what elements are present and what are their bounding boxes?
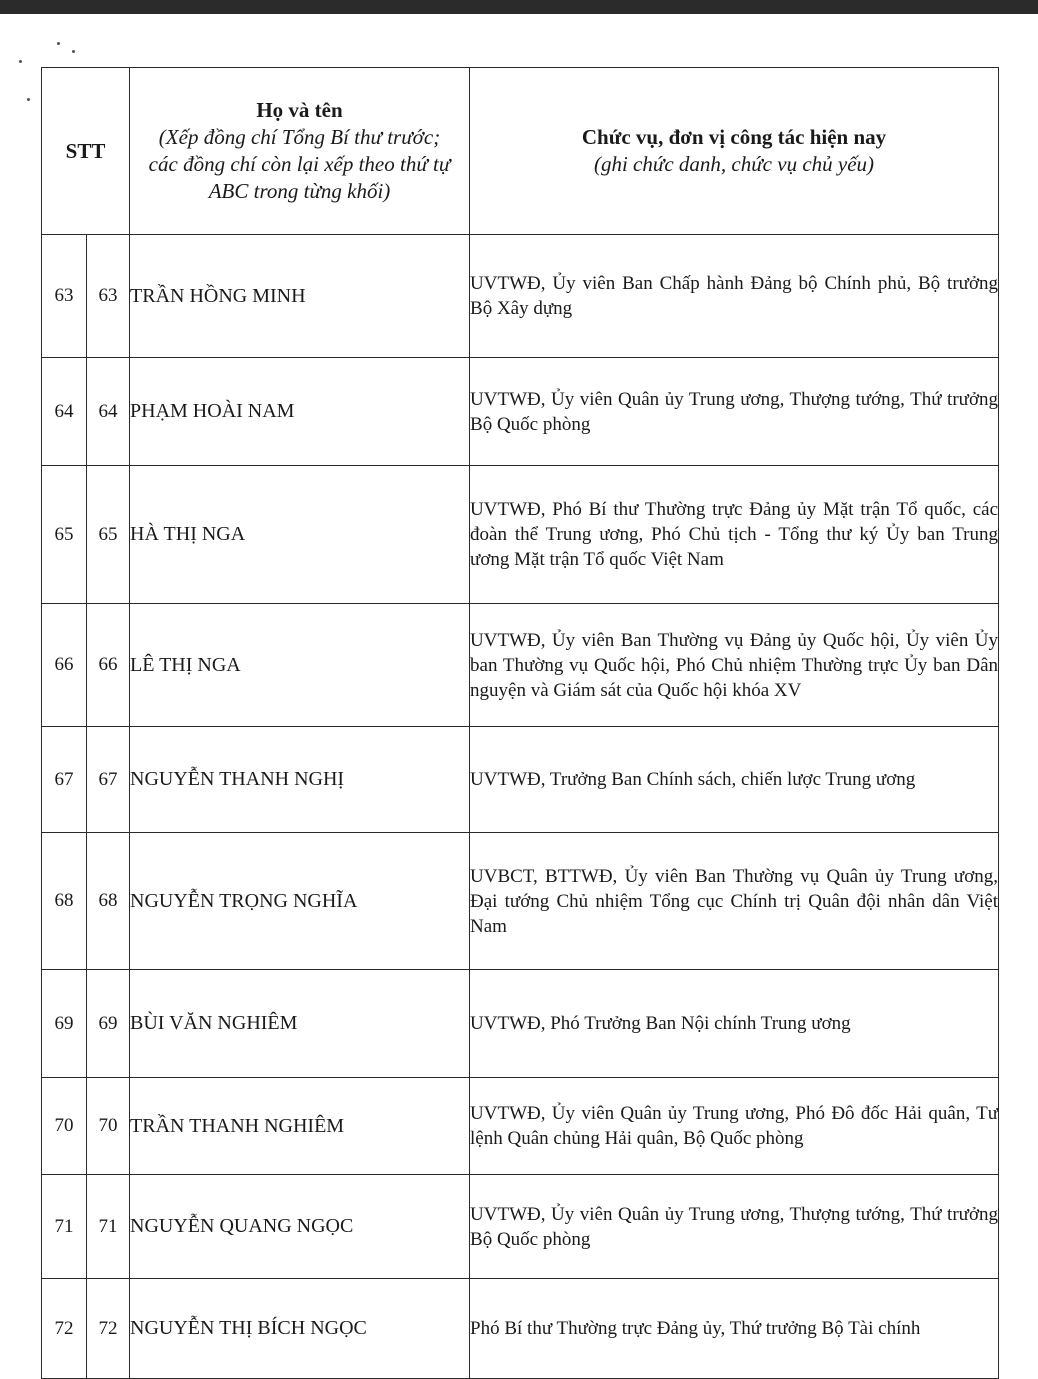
- member-name: NGUYỄN THỊ BÍCH NGỌC: [130, 1279, 470, 1379]
- member-position: UVTWĐ, Ủy viên Quân ủy Trung ương, Phó Đô đốc Hải quân, Tư lệnh Quân chủng Hải quân, Bộ Quốc phòng: [470, 1078, 999, 1175]
- table-row: [42, 1175, 999, 1279]
- stt-column-header: STT: [42, 68, 130, 235]
- scan-speck: [72, 50, 75, 53]
- name-header-note-1: (Xếp đồng chí Tổng Bí thư trước;: [158, 125, 441, 149]
- name-header-note-2: các đồng chí còn lại xếp theo thứ tự: [148, 152, 451, 176]
- row-sub-index: 64: [87, 358, 130, 466]
- row-index: 70: [42, 1078, 87, 1175]
- table-row: [42, 970, 999, 1078]
- row-index: 69: [42, 970, 87, 1078]
- row-index: 65: [42, 466, 87, 604]
- member-name: NGUYỄN TRỌNG NGHĨA: [130, 833, 470, 970]
- table-row: [42, 1279, 999, 1379]
- row-index: 66: [42, 604, 87, 727]
- row-index: 72: [42, 1279, 87, 1379]
- member-position: UVTWĐ, Phó Bí thư Thường trực Đảng ủy Mặt trận Tổ quốc, các đoàn thể Trung ương, Phó Chủ tịch - Tổng thư ký Ủy ban Trung ương Mặt trận Tổ quốc Việt Nam: [470, 466, 999, 604]
- table-header-row: [42, 68, 999, 235]
- name-header-title: Họ và tên: [256, 98, 343, 122]
- position-header-note: (ghi chức danh, chức vụ chủ yếu): [593, 152, 875, 176]
- member-name: NGUYỄN QUANG NGỌC: [130, 1175, 470, 1279]
- scan-speck: [27, 98, 30, 101]
- table-row: [42, 1078, 999, 1175]
- row-sub-index: 72: [87, 1279, 130, 1379]
- position-header-title: Chức vụ, đơn vị công tác hiện nay: [581, 125, 887, 149]
- table-row: [42, 604, 999, 727]
- name-header-note-3: ABC trong từng khối): [208, 179, 391, 203]
- row-index: 67: [42, 727, 87, 833]
- row-index: 64: [42, 358, 87, 466]
- member-position: UVTWĐ, Ủy viên Quân ủy Trung ương, Thượng tướng, Thứ trưởng Bộ Quốc phòng: [470, 1175, 999, 1279]
- row-sub-index: 63: [87, 235, 130, 358]
- row-index: 71: [42, 1175, 87, 1279]
- member-name: NGUYỄN THANH NGHỊ: [130, 727, 470, 833]
- member-position: UVTWĐ, Ủy viên Ban Chấp hành Đảng bộ Chính phủ, Bộ trưởng Bộ Xây dựng: [470, 235, 999, 358]
- row-index: 63: [42, 235, 87, 358]
- table-row: [42, 727, 999, 833]
- row-sub-index: 71: [87, 1175, 130, 1279]
- scan-speck: [19, 60, 22, 63]
- table-row: [42, 358, 999, 466]
- member-position: UVBCT, BTTWĐ, Ủy viên Ban Thường vụ Quân ủy Trung ương, Đại tướng Chủ nhiệm Tổng cục Chính trị Quân đội nhân dân Việt Nam: [470, 833, 999, 970]
- row-sub-index: 68: [87, 833, 130, 970]
- table-row: [42, 235, 999, 358]
- member-name: TRẦN THANH NGHIÊM: [130, 1078, 470, 1175]
- row-sub-index: 65: [87, 466, 130, 604]
- member-name: PHẠM HOÀI NAM: [130, 358, 470, 466]
- member-name: BÙI VĂN NGHIÊM: [130, 970, 470, 1078]
- member-position: UVTWĐ, Phó Trưởng Ban Nội chính Trung ương: [470, 970, 999, 1078]
- name-column-header: [130, 68, 470, 235]
- table-row: [42, 833, 999, 970]
- row-index: 68: [42, 833, 87, 970]
- member-position: UVTWĐ, Ủy viên Ban Thường vụ Đảng ủy Quốc hội, Ủy viên Ủy ban Thường vụ Quốc hội, Phó Chủ nhiệm Thường trực Ủy ban Dân nguyện và Giám sát của Quốc hội khóa XV: [470, 604, 999, 727]
- member-name: TRẦN HỒNG MINH: [130, 235, 470, 358]
- member-position: Phó Bí thư Thường trực Đảng ủy, Thứ trưởng Bộ Tài chính: [470, 1279, 999, 1379]
- row-sub-index: 66: [87, 604, 130, 727]
- position-column-header: [470, 68, 999, 235]
- member-name: HÀ THỊ NGA: [130, 466, 470, 604]
- row-sub-index: 67: [87, 727, 130, 833]
- top-dark-bar: [0, 0, 1038, 14]
- member-list-table: [41, 67, 999, 1379]
- row-sub-index: 69: [87, 970, 130, 1078]
- row-sub-index: 70: [87, 1078, 130, 1175]
- member-position: UVTWĐ, Trưởng Ban Chính sách, chiến lược Trung ương: [470, 727, 999, 833]
- table-row: [42, 466, 999, 604]
- member-position: UVTWĐ, Ủy viên Quân ủy Trung ương, Thượng tướng, Thứ trưởng Bộ Quốc phòng: [470, 358, 999, 466]
- scan-speck: [57, 42, 60, 45]
- member-name: LÊ THỊ NGA: [130, 604, 470, 727]
